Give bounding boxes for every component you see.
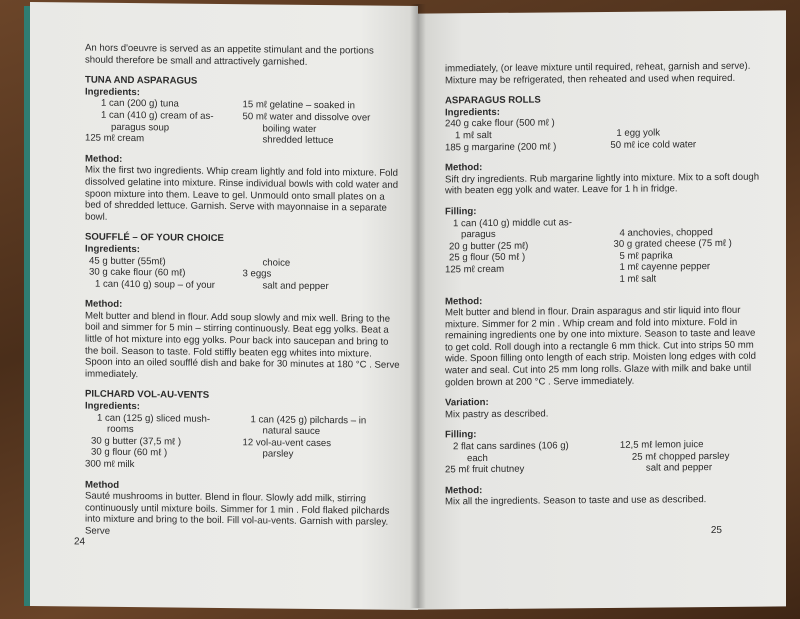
ingredient: 50 mℓ water and dissolve over [242, 111, 371, 124]
ingredient: 125 mℓ cream [445, 263, 505, 276]
page-number: 25 [710, 525, 722, 537]
ingredient: each [467, 452, 488, 464]
method-text: Mix all the ingredients. Season to taste and use as described. [445, 494, 707, 508]
method-label: Method: [445, 162, 483, 174]
ingredient: boiling water [262, 122, 317, 135]
ingredient: 25 mℓ fruit chutney [445, 463, 525, 476]
ingredient: 30 g grated cheese (75 mℓ ) [613, 237, 732, 251]
ingredient: paragus [461, 229, 496, 241]
ingredient: natural sauce [262, 425, 321, 438]
ingredients-label: Ingredients: [445, 106, 500, 119]
ingredient: 2 flat cans sardines (106 g) [453, 440, 569, 453]
ingredient: 25 g flour (50 mℓ ) [449, 251, 526, 264]
method-text: Melt butter and blend in flour. Drain asparagus and stir liquid into flour mixture. Simmer for 2 min . Whip cream and fold into mixture. Fold in remaining ingredients one by one into mixture. Season to taste and leave to get cold. Roll dough into a rectangle 6 mm thick. Cut into strips 50 mm wide. Spoon filling onto length of each strip. Moisten long edges with cold water and seal. Cut into 25 mm long rolls. Glaze with milk and bake until golden brown at 200 °C . Serve immediately. [445, 304, 756, 389]
ingredients-list [85, 98, 400, 148]
filling-list [445, 215, 763, 287]
ingredient: salt and pepper [645, 462, 713, 474]
ingredient: 300 mℓ milk [85, 458, 135, 471]
recipe-tuna-asparagus [85, 75, 400, 226]
ingredient: 20 g butter (25 mℓ) [449, 240, 529, 253]
ingredients-list [445, 116, 763, 154]
ingredient: 1 can (410 g) cream of as- [101, 109, 214, 122]
right-page [418, 10, 786, 609]
method-text: Mix the first two ingredients. Whip cream lightly and fold into mixture. Fold dissolved gelatine into mixture. Rinse individual bowls with cold water and spoon mixture into them. Leave to gel. Unmould onto small plates on a bed of shredded lettuce. Garnish. Serve with mayonnaise in a separate bowl. [85, 164, 399, 223]
recipe-pilchard-vol-au-vents [85, 389, 400, 540]
left-page-content [85, 43, 400, 541]
ingredient: 185 g margarine (200 mℓ ) [445, 140, 557, 153]
intro-text: An hors d'oeuvre is served as an appetite stimulant and the portions should therefore be small and attractively garnished. [85, 42, 374, 68]
ingredients-label: Ingredients: [85, 243, 140, 256]
ingredient: 30 g butter (37,5 mℓ ) [91, 435, 182, 448]
ingredient: 1 can (125 g) sliced mush- [97, 412, 211, 425]
variation-text: Mix pastry as described. [445, 408, 549, 421]
ingredient: 1 egg yolk [616, 127, 661, 140]
ingredient: 3 eggs [242, 268, 272, 280]
ingredient: 240 g cake flour (500 mℓ ) [445, 117, 555, 130]
ingredient: 1 mℓ salt [619, 273, 657, 285]
method-text: Sauté mushrooms in butter. Blend in flour. Slowly add milk, stirring continuously until mixture boils. Simmer for 1 min . Fold flaked pilchards into mixture and bring to the boil. Fill vol-au-vents. Garnish with parsley. Serve [85, 490, 390, 537]
ingredient: 25 mℓ chopped parsley [631, 450, 730, 463]
ingredient: 4 anchovies, chopped [619, 226, 713, 239]
book-gutter-shadow [410, 4, 426, 608]
method-label: Method: [85, 298, 123, 311]
filling-label: Filling: [445, 429, 477, 441]
method-label: Method [85, 479, 120, 491]
ingredient: 12 vol-au-vent cases [242, 437, 332, 449]
ingredient: 1 mℓ salt [455, 129, 492, 142]
ingredient: 5 mℓ paprika [619, 250, 673, 262]
recipe-title: ASPARAGUS ROLLS [445, 94, 541, 107]
continuation-text: immediately, (or leave mixture until required, reheat, garnish and serve). Mixture may be refrigerated, then reheated and used when required. [445, 60, 751, 86]
ingredient: salt and pepper [262, 280, 329, 292]
ingredient: 30 g cake flour (60 mℓ) [89, 266, 186, 279]
method-label: Method: [445, 484, 483, 497]
right-page-content [445, 61, 763, 509]
left-page [30, 2, 418, 610]
page-number: 24 [74, 536, 86, 548]
ingredients-list [85, 255, 400, 293]
method-label: Method: [445, 295, 483, 307]
variation-label: Variation: [445, 397, 489, 409]
ingredient: 125 mℓ cream [85, 132, 145, 145]
ingredient: choice [262, 256, 291, 269]
ingredient: 12,5 mℓ lemon juice [619, 439, 704, 451]
ingredient: 1 mℓ cayenne pepper [619, 261, 711, 274]
ingredient: parsley [262, 448, 294, 461]
ingredient: 1 can (410 g) soup – of your [95, 278, 215, 291]
recipe-title: TUNA AND ASPARAGUS [85, 74, 198, 87]
method-text: Melt butter and blend in flour. Add soup slowly and mix well. Bring to the boil and simmer for 5 min – stirring continuously. Beat egg yolks. Beat a little of hot mixture into egg yolks. Pour back into saucepan and bring to the boil. Season to taste. Fold stiffly beaten egg whites into mixture. Spoon into an oiled soufflé dish and bake for 30 minutes at 180 °C . Serve immediately. [85, 310, 400, 380]
ingredients-label: Ingredients: [85, 86, 140, 98]
method-label: Method: [85, 153, 123, 165]
ingredient: shredded lettuce [262, 134, 334, 147]
ingredient: paragus soup [111, 121, 170, 133]
ingredients-label: Ingredients: [85, 400, 140, 413]
ingredient: 1 can (200 g) tuna [101, 98, 179, 110]
ingredients-list [85, 412, 400, 473]
filling-label: Filling: [445, 206, 477, 218]
recipe-title: SOUFFLÉ – OF YOUR CHOICE [85, 231, 224, 245]
ingredient: 1 can (425 g) pilchards – in [250, 413, 367, 427]
method-text: Sift dry ingredients. Rub margarine lightly into mixture. Mix to a soft dough with beaten egg yolk and water. Leave for 1 h in fridge. [445, 171, 760, 197]
ingredient: 45 g butter (55mℓ) [89, 255, 166, 267]
recipe-title: PILCHARD VOL-AU-VENTS [85, 388, 210, 402]
ingredient: rooms [107, 423, 134, 436]
ingredient: 30 g flour (60 mℓ ) [91, 447, 168, 459]
ingredient: 1 can (410 g) middle cut as- [453, 216, 572, 229]
ingredient: 50 mℓ ice cold water [610, 139, 697, 151]
filling-list [445, 439, 763, 477]
ingredient: 15 mℓ gelatine – soaked in [242, 99, 355, 112]
recipe-souffle [85, 232, 400, 383]
